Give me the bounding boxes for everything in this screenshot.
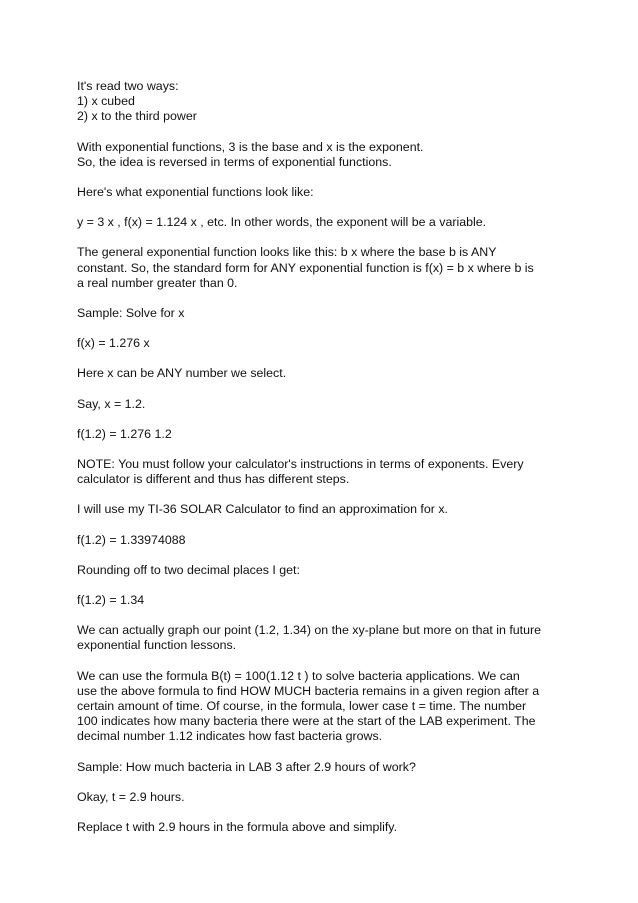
- paragraph-graph-point: [77, 623, 567, 653]
- text-line: a real number greater than 0.: [77, 275, 238, 290]
- paragraph-replace-simplify: [77, 820, 567, 835]
- text-line: f(1.2) = 1.276 1.2: [77, 426, 172, 441]
- text-line: exponential function lessons.: [77, 638, 237, 653]
- paragraph-general-form: [77, 245, 567, 291]
- text-line: y = 3 x , f(x) = 1.124 x , etc. In other words, the exponent will be a variable.: [77, 215, 487, 230]
- text-line: constant. So, the standard form for ANY exponential function is f(x) = b x where b is: [77, 260, 534, 275]
- paragraph-substitution: [77, 427, 567, 442]
- text-line: decimal number 1.12 indicates how fast bacteria grows.: [77, 729, 383, 744]
- paragraph-sample-heading: [77, 306, 567, 321]
- text-line: With exponential functions, 3 is the base and x is the exponent.: [77, 139, 424, 154]
- text-line: Here's what exponential functions look like:: [77, 185, 314, 200]
- text-line: Replace t with 2.9 hours in the formula above and simplify.: [77, 820, 398, 835]
- text-line: Sample: How much bacteria in LAB 3 after 2.9 hours of work?: [77, 759, 416, 774]
- text-line: We can use the formula B(t) = 100(1.12 t ) to solve bacteria applications. We can: [77, 668, 520, 683]
- paragraph-any-number: [77, 366, 567, 381]
- text-line: Rounding off to two decimal places I get:: [77, 562, 300, 577]
- paragraph-note: [77, 457, 567, 487]
- paragraph-bacteria-sample: [77, 760, 567, 775]
- paragraph-time-value: [77, 790, 567, 805]
- text-line: f(1.2) = 1.34: [77, 593, 145, 608]
- text-line: So, the idea is reversed in terms of exponential functions.: [77, 154, 392, 169]
- paragraph-read-two-ways: [77, 79, 567, 125]
- paragraph-result-full: [77, 533, 567, 548]
- paragraph-result-rounded: [77, 593, 567, 608]
- paragraph-bacteria-formula: [77, 669, 567, 745]
- text-line: f(1.2) = 1.33974088: [77, 532, 186, 547]
- text-line: Here x can be ANY number we select.: [77, 366, 287, 381]
- text-line: It's read two ways:: [77, 79, 179, 93]
- paragraph-say-x: [77, 397, 567, 412]
- text-line: I will use my TI-36 SOLAR Calculator to find an approximation for x.: [77, 502, 448, 517]
- paragraph-examples: [77, 215, 567, 230]
- text-line: We can actually graph our point (1.2, 1.34) on the xy-plane but more on that in future: [77, 623, 542, 638]
- paragraph-function: [77, 336, 567, 351]
- text-line: The general exponential function looks like this: b x where the base b is ANY: [77, 245, 497, 260]
- document-page: [77, 79, 567, 850]
- paragraph-rounding: [77, 563, 567, 578]
- paragraph-calculator: [77, 502, 567, 517]
- text-line: 100 indicates how many bacteria there were at the start of the LAB experiment. The: [77, 714, 536, 729]
- text-line: 2) x to the third power: [77, 109, 197, 124]
- text-line: 1) x cubed: [77, 94, 135, 109]
- text-line: f(x) = 1.276 x: [77, 336, 150, 351]
- paragraph-base-exponent: [77, 140, 567, 170]
- text-line: Say, x = 1.2.: [77, 396, 146, 411]
- text-line: NOTE: You must follow your calculator's instructions in terms of exponents. Every: [77, 457, 524, 472]
- text-line: Sample: Solve for x: [77, 306, 185, 321]
- text-line: calculator is different and thus has different steps.: [77, 472, 350, 487]
- text-line: use the above formula to find HOW MUCH bacteria remains in a given region after a: [77, 683, 540, 698]
- text-line: certain amount of time. Of course, in the formula, lower case t = time. The number: [77, 699, 527, 714]
- paragraph-look-like: [77, 185, 567, 200]
- text-line: Okay, t = 2.9 hours.: [77, 789, 185, 804]
